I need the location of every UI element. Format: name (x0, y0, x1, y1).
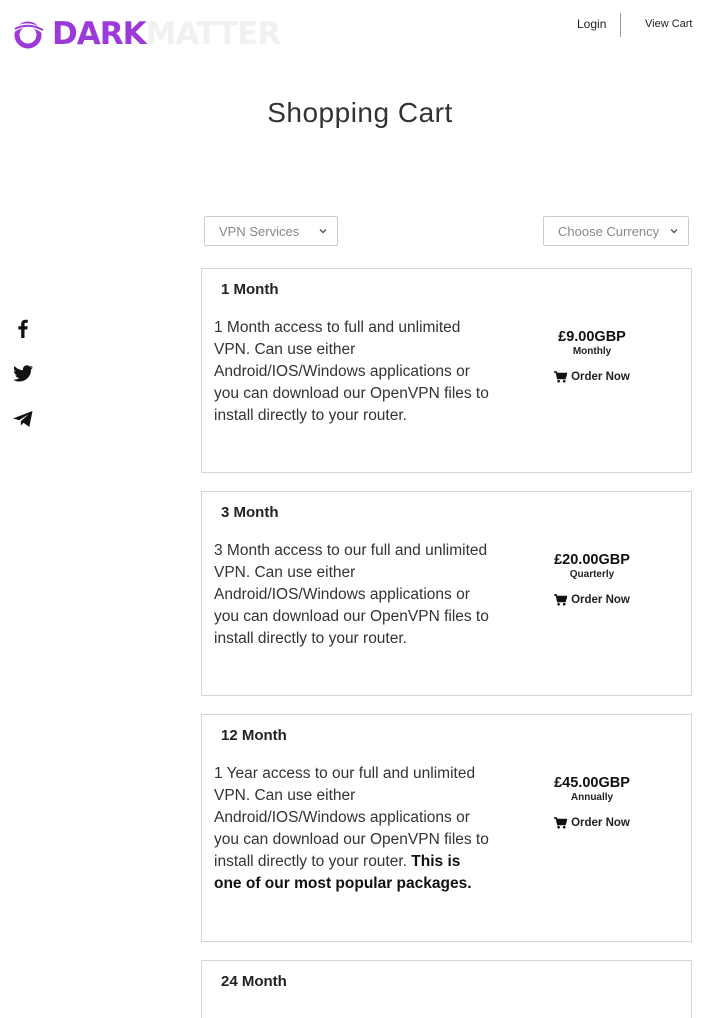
product-card-3-month (201, 491, 692, 696)
order-now-button[interactable] (554, 371, 630, 383)
brand-name-part2: MATTER (145, 16, 281, 52)
order-now-label: Order Now (571, 371, 630, 383)
logo-icon (12, 18, 46, 50)
billing-cycle: Annually (570, 792, 614, 803)
shopping-cart-icon (554, 594, 567, 606)
telegram-icon[interactable] (12, 408, 34, 430)
site-header (0, 0, 720, 70)
chevron-down-icon (319, 227, 327, 235)
product-description-text: 3 Month access to our full and unlimited VPN. Can use either Android/IOS/Windows applications or you can download our OpenVPN files to install directly to your router. (214, 542, 489, 647)
order-now-button[interactable] (554, 817, 630, 829)
login-link[interactable]: Login (577, 17, 607, 31)
category-select-value: VPN Services (219, 223, 300, 239)
order-now-label: Order Now (571, 594, 630, 606)
product-title: 12 Month (221, 727, 287, 744)
facebook-icon[interactable] (12, 317, 34, 339)
currency-select[interactable] (543, 216, 689, 246)
view-cart-link[interactable]: View Cart (645, 18, 693, 30)
order-now-button[interactable] (554, 594, 630, 606)
product-highlight: This is one of our most popular packages. (214, 853, 472, 892)
product-title: 24 Month (221, 973, 287, 990)
shopping-cart-icon (554, 371, 567, 383)
shopping-cart-icon (554, 817, 567, 829)
currency-select-value: Choose Currency (558, 223, 660, 239)
product-price: £45.00GBP (554, 775, 630, 791)
order-now-label: Order Now (571, 817, 630, 829)
product-card-1-month (201, 268, 692, 473)
category-select[interactable] (204, 216, 338, 246)
product-price: £20.00GBP (554, 552, 630, 568)
product-card-24-month (201, 960, 692, 1018)
product-pricing (532, 329, 652, 388)
brand-logo[interactable] (12, 14, 280, 54)
product-title: 3 Month (221, 504, 279, 521)
product-card-12-month (201, 714, 692, 942)
product-description (214, 317, 489, 427)
product-description-text: 1 Month access to full and unlimited VPN. Can use either Android/IOS/Windows applications or you can download our OpenVPN files to install directly to your router. (214, 319, 489, 424)
product-pricing (532, 552, 652, 611)
twitter-icon[interactable] (12, 362, 34, 384)
billing-cycle: Quarterly (569, 569, 615, 580)
product-title: 1 Month (221, 281, 279, 298)
product-description-text: 1 Year access to our full and unlimited VPN. Can use either Android/IOS/Windows applications or you can download our OpenVPN files to install directly to your router. (214, 765, 489, 870)
chevron-down-icon (670, 227, 678, 235)
product-description (214, 540, 489, 650)
page-title: Shopping Cart (267, 97, 453, 128)
brand-name-part1: DARK (52, 16, 146, 52)
nav-divider (620, 13, 621, 37)
billing-cycle: Monthly (572, 346, 612, 357)
product-price: £9.00GBP (558, 329, 626, 345)
product-description (214, 763, 489, 895)
product-pricing (532, 775, 652, 834)
